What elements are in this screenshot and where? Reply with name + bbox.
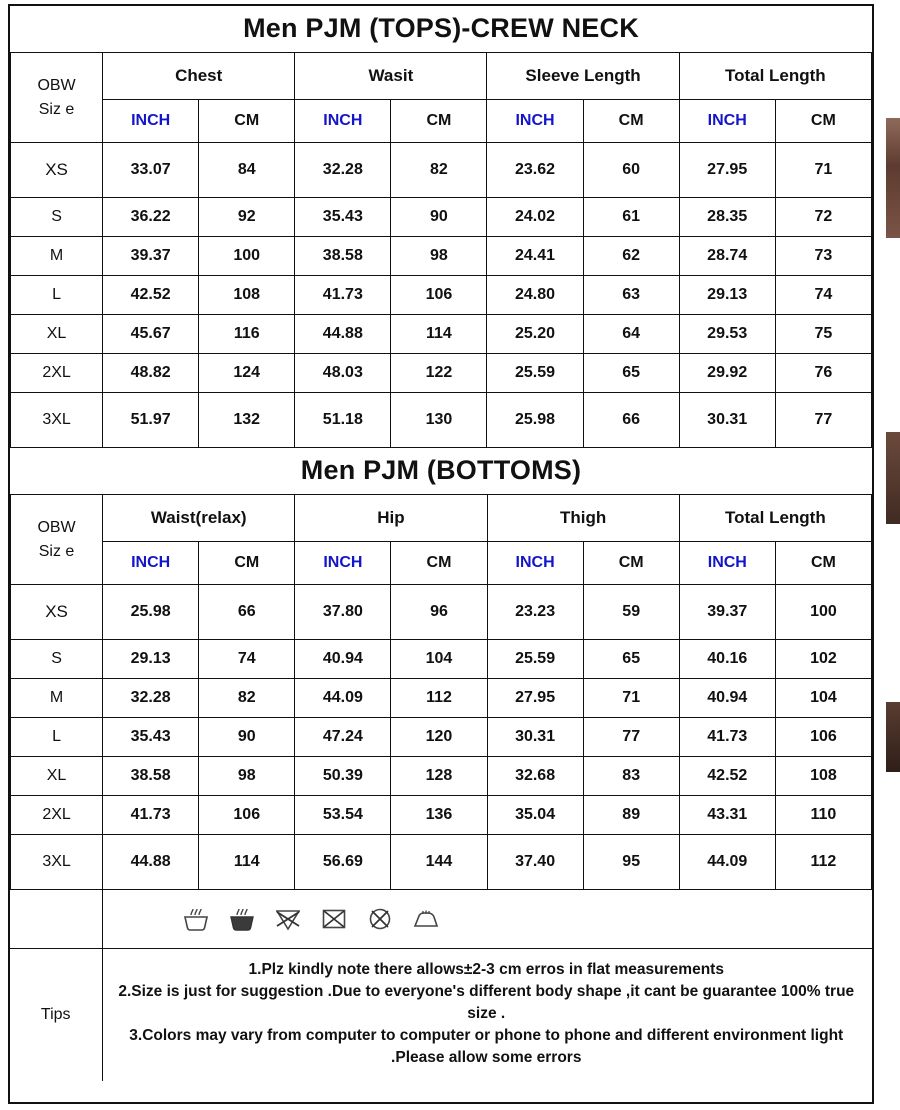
care-symbols-cell <box>102 890 872 949</box>
tops-size-header-line2: Siz e <box>38 100 75 118</box>
bottoms-cell-thigh-inch: 35.04 <box>487 796 583 835</box>
bottoms-cell-waist-cm: 82 <box>199 679 295 718</box>
tops-cell-waist-inch: 35.43 <box>295 198 391 237</box>
tops-unit-waist-cm: CM <box>391 100 487 143</box>
bottoms-cell-waist-inch: 29.13 <box>103 640 199 679</box>
tops-cell-total-cm: 72 <box>775 198 871 237</box>
bottoms-cell-thigh-cm: 83 <box>583 757 679 796</box>
bottoms-cell-total-inch: 41.73 <box>679 718 775 757</box>
tops-cell-sleeve-inch: 23.62 <box>487 143 583 198</box>
tops-group-total-length: Total Length <box>679 53 871 100</box>
bottoms-cell-hip-cm: 128 <box>391 757 487 796</box>
tops-title-row <box>11 6 872 53</box>
background-photo-sliver-top <box>886 118 900 238</box>
bottoms-unit-thigh-cm: CM <box>583 542 679 585</box>
tops-unit-sleeve-cm: CM <box>583 100 679 143</box>
tops-row-size: XS <box>11 143 103 198</box>
bottoms-cell-waist-inch: 35.43 <box>103 718 199 757</box>
tops-cell-chest-cm: 116 <box>199 315 295 354</box>
tops-cell-chest-cm: 92 <box>199 198 295 237</box>
bottoms-row-size: XL <box>11 757 103 796</box>
bottoms-cell-total-inch: 43.31 <box>679 796 775 835</box>
bottoms-unit-hip-cm: CM <box>391 542 487 585</box>
bottoms-cell-waist-cm: 90 <box>199 718 295 757</box>
tops-cell-sleeve-cm: 62 <box>583 237 679 276</box>
table-row <box>11 757 872 796</box>
bottoms-cell-hip-cm: 112 <box>391 679 487 718</box>
bottoms-cell-waist-cm: 98 <box>199 757 295 796</box>
tops-row-size: M <box>11 237 103 276</box>
tops-cell-total-cm: 77 <box>775 393 871 448</box>
tops-unit-sleeve-inch: INCH <box>487 100 583 143</box>
bottoms-unit-waist-cm: CM <box>199 542 295 585</box>
bottoms-cell-hip-cm: 96 <box>391 585 487 640</box>
bottoms-cell-thigh-inch: 32.68 <box>487 757 583 796</box>
bottoms-cell-thigh-cm: 59 <box>583 585 679 640</box>
bottoms-cell-waist-cm: 106 <box>199 796 295 835</box>
tops-size-header <box>11 53 103 143</box>
tops-cell-total-inch: 28.35 <box>679 198 775 237</box>
bottoms-cell-waist-inch: 38.58 <box>103 757 199 796</box>
tops-cell-sleeve-cm: 63 <box>583 276 679 315</box>
bottoms-cell-thigh-cm: 89 <box>583 796 679 835</box>
bottoms-unit-total-cm: CM <box>775 542 871 585</box>
bottoms-cell-thigh-inch: 37.40 <box>487 835 583 890</box>
tops-cell-sleeve-inch: 24.02 <box>487 198 583 237</box>
bottoms-cell-total-inch: 42.52 <box>679 757 775 796</box>
bottoms-cell-thigh-cm: 95 <box>583 835 679 890</box>
tops-group-header-row <box>11 53 872 100</box>
bottoms-cell-thigh-cm: 77 <box>583 718 679 757</box>
table-row <box>11 640 872 679</box>
tops-row-size: S <box>11 198 103 237</box>
bottoms-unit-header-row <box>11 542 872 585</box>
tops-cell-sleeve-cm: 64 <box>583 315 679 354</box>
table-row <box>11 237 872 276</box>
background-photo-sliver-bottom <box>886 702 900 772</box>
wash-tub-icon <box>182 905 210 933</box>
tops-unit-waist-inch: INCH <box>295 100 391 143</box>
bottoms-row-size: S <box>11 640 103 679</box>
tops-cell-chest-cm: 84 <box>199 143 295 198</box>
bottoms-cell-hip-inch: 47.24 <box>295 718 391 757</box>
bottoms-cell-hip-inch: 50.39 <box>295 757 391 796</box>
table-row <box>11 354 872 393</box>
care-row-spacer <box>10 890 102 949</box>
tops-unit-header-row <box>11 100 872 143</box>
bottoms-cell-waist-inch: 41.73 <box>103 796 199 835</box>
table-row <box>11 679 872 718</box>
bottoms-unit-thigh-inch: INCH <box>487 542 583 585</box>
bottoms-group-total-length: Total Length <box>679 495 871 542</box>
bottoms-cell-hip-inch: 44.09 <box>295 679 391 718</box>
bottoms-cell-total-cm: 112 <box>775 835 871 890</box>
tips-line-1: 1.Plz kindly note there allows±2-3 cm erros in flat measurements <box>248 961 724 978</box>
tops-cell-total-inch: 30.31 <box>679 393 775 448</box>
tops-cell-total-cm: 75 <box>775 315 871 354</box>
tops-unit-total-inch: INCH <box>679 100 775 143</box>
wash-tub-hand-icon <box>228 905 256 933</box>
bottoms-cell-total-cm: 100 <box>775 585 871 640</box>
bottoms-group-waist-relax: Waist(relax) <box>103 495 295 542</box>
tops-cell-total-inch: 29.92 <box>679 354 775 393</box>
bottoms-cell-thigh-cm: 71 <box>583 679 679 718</box>
tops-group-sleeve-length: Sleeve Length <box>487 53 679 100</box>
bottoms-cell-total-inch: 40.94 <box>679 679 775 718</box>
bottoms-cell-total-inch: 39.37 <box>679 585 775 640</box>
tops-cell-sleeve-inch: 25.20 <box>487 315 583 354</box>
tops-group-waist: Wasit <box>295 53 487 100</box>
bottoms-cell-total-inch: 44.09 <box>679 835 775 890</box>
tops-cell-chest-inch: 42.52 <box>103 276 199 315</box>
bottoms-cell-hip-cm: 136 <box>391 796 487 835</box>
tops-cell-waist-inch: 41.73 <box>295 276 391 315</box>
table-row <box>11 198 872 237</box>
bottoms-cell-total-inch: 40.16 <box>679 640 775 679</box>
background-photo-sliver-middle <box>886 432 900 524</box>
tops-cell-waist-inch: 38.58 <box>295 237 391 276</box>
bottoms-cell-waist-cm: 74 <box>199 640 295 679</box>
bottoms-unit-waist-inch: INCH <box>103 542 199 585</box>
bottoms-cell-hip-inch: 37.80 <box>295 585 391 640</box>
tops-cell-sleeve-inch: 24.80 <box>487 276 583 315</box>
tops-cell-total-inch: 28.74 <box>679 237 775 276</box>
bottoms-cell-waist-inch: 44.88 <box>103 835 199 890</box>
tops-group-chest: Chest <box>103 53 295 100</box>
bottoms-unit-total-inch: INCH <box>679 542 775 585</box>
bottoms-cell-hip-cm: 104 <box>391 640 487 679</box>
tops-cell-total-cm: 76 <box>775 354 871 393</box>
bottoms-row-size: XS <box>11 585 103 640</box>
tops-cell-chest-inch: 39.37 <box>103 237 199 276</box>
bottoms-cell-hip-inch: 56.69 <box>295 835 391 890</box>
bottoms-cell-hip-inch: 40.94 <box>295 640 391 679</box>
bottoms-cell-waist-cm: 66 <box>199 585 295 640</box>
tops-cell-chest-inch: 36.22 <box>103 198 199 237</box>
tops-cell-chest-cm: 132 <box>199 393 295 448</box>
tops-cell-sleeve-inch: 24.41 <box>487 237 583 276</box>
bottoms-cell-thigh-inch: 25.59 <box>487 640 583 679</box>
tops-size-table <box>10 6 872 448</box>
bottoms-cell-total-cm: 104 <box>775 679 871 718</box>
tips-row <box>10 949 872 1082</box>
tops-cell-chest-cm: 108 <box>199 276 295 315</box>
bottoms-group-header-row <box>11 495 872 542</box>
tops-cell-waist-inch: 32.28 <box>295 143 391 198</box>
tops-cell-chest-inch: 45.67 <box>103 315 199 354</box>
tops-row-size: 2XL <box>11 354 103 393</box>
bottoms-group-hip: Hip <box>295 495 487 542</box>
bottoms-cell-waist-inch: 25.98 <box>103 585 199 640</box>
bottoms-cell-total-cm: 106 <box>775 718 871 757</box>
tops-row-size: XL <box>11 315 103 354</box>
tops-cell-sleeve-inch: 25.98 <box>487 393 583 448</box>
bottoms-size-header <box>11 495 103 585</box>
table-row <box>11 718 872 757</box>
bottoms-title-row <box>11 448 872 495</box>
tips-line-2: 2.Size is just for suggestion .Due to everyone's different body shape ,it cant be guarantee 100% true size . <box>118 983 855 1022</box>
table-row <box>11 315 872 354</box>
tips-text <box>102 949 872 1082</box>
do-not-dry-clean-icon <box>366 905 394 933</box>
tips-label: Tips <box>10 949 102 1082</box>
bottoms-cell-thigh-inch: 30.31 <box>487 718 583 757</box>
iron-icon <box>412 905 440 933</box>
tops-unit-chest-inch: INCH <box>103 100 199 143</box>
bottoms-cell-total-cm: 108 <box>775 757 871 796</box>
tops-cell-total-inch: 27.95 <box>679 143 775 198</box>
care-symbols-row <box>10 890 872 949</box>
tops-cell-waist-cm: 122 <box>391 354 487 393</box>
bottoms-cell-hip-cm: 120 <box>391 718 487 757</box>
bottoms-size-table <box>10 448 872 890</box>
size-chart-sheet <box>8 4 874 1104</box>
tops-cell-chest-inch: 51.97 <box>103 393 199 448</box>
tops-cell-waist-cm: 130 <box>391 393 487 448</box>
tops-cell-waist-cm: 114 <box>391 315 487 354</box>
tops-cell-sleeve-cm: 66 <box>583 393 679 448</box>
tops-unit-chest-cm: CM <box>199 100 295 143</box>
tops-cell-waist-cm: 82 <box>391 143 487 198</box>
tops-cell-waist-cm: 90 <box>391 198 487 237</box>
tops-cell-waist-inch: 44.88 <box>295 315 391 354</box>
tops-cell-total-cm: 73 <box>775 237 871 276</box>
tops-cell-waist-inch: 51.18 <box>295 393 391 448</box>
bottoms-cell-total-cm: 110 <box>775 796 871 835</box>
table-row <box>11 143 872 198</box>
tops-cell-chest-inch: 48.82 <box>103 354 199 393</box>
bottoms-cell-thigh-inch: 27.95 <box>487 679 583 718</box>
table-row <box>11 835 872 890</box>
tops-cell-chest-cm: 124 <box>199 354 295 393</box>
table-row <box>11 393 872 448</box>
bottoms-group-thigh: Thigh <box>487 495 679 542</box>
tops-cell-waist-cm: 98 <box>391 237 487 276</box>
bottoms-row-size: 2XL <box>11 796 103 835</box>
tops-title: Men PJM (TOPS)-CREW NECK <box>11 6 872 53</box>
tops-cell-waist-cm: 106 <box>391 276 487 315</box>
tops-row-size: L <box>11 276 103 315</box>
tops-cell-waist-inch: 48.03 <box>295 354 391 393</box>
tops-cell-total-cm: 74 <box>775 276 871 315</box>
bottoms-unit-hip-inch: INCH <box>295 542 391 585</box>
tops-row-size: 3XL <box>11 393 103 448</box>
table-row <box>11 796 872 835</box>
bottoms-cell-thigh-cm: 65 <box>583 640 679 679</box>
tops-cell-sleeve-cm: 65 <box>583 354 679 393</box>
tops-cell-chest-cm: 100 <box>199 237 295 276</box>
tops-cell-sleeve-inch: 25.59 <box>487 354 583 393</box>
tops-cell-sleeve-cm: 61 <box>583 198 679 237</box>
do-not-bleach-icon <box>274 905 302 933</box>
tops-cell-total-inch: 29.53 <box>679 315 775 354</box>
table-row <box>11 585 872 640</box>
bottoms-row-size: 3XL <box>11 835 103 890</box>
bottoms-title: Men PJM (BOTTOMS) <box>11 448 872 495</box>
bottoms-cell-hip-inch: 53.54 <box>295 796 391 835</box>
bottoms-cell-hip-cm: 144 <box>391 835 487 890</box>
bottoms-size-header-line2: Siz e <box>38 542 75 560</box>
table-row <box>11 276 872 315</box>
care-and-tips-table <box>10 890 872 1081</box>
tops-unit-total-cm: CM <box>775 100 871 143</box>
tips-line-3: 3.Colors may vary from computer to computer or phone to phone and different environment light .Please allow some errors <box>129 1027 844 1066</box>
bottoms-size-header-line1: OBW <box>37 519 76 537</box>
bottoms-row-size: M <box>11 679 103 718</box>
tops-cell-sleeve-cm: 60 <box>583 143 679 198</box>
tops-cell-chest-inch: 33.07 <box>103 143 199 198</box>
bottoms-cell-thigh-inch: 23.23 <box>487 585 583 640</box>
tops-size-header-line1: OBW <box>37 77 76 95</box>
tops-cell-total-cm: 71 <box>775 143 871 198</box>
tops-cell-total-inch: 29.13 <box>679 276 775 315</box>
bottoms-cell-waist-inch: 32.28 <box>103 679 199 718</box>
do-not-tumble-dry-icon <box>320 905 348 933</box>
bottoms-cell-total-cm: 102 <box>775 640 871 679</box>
bottoms-row-size: L <box>11 718 103 757</box>
bottoms-cell-waist-cm: 114 <box>199 835 295 890</box>
